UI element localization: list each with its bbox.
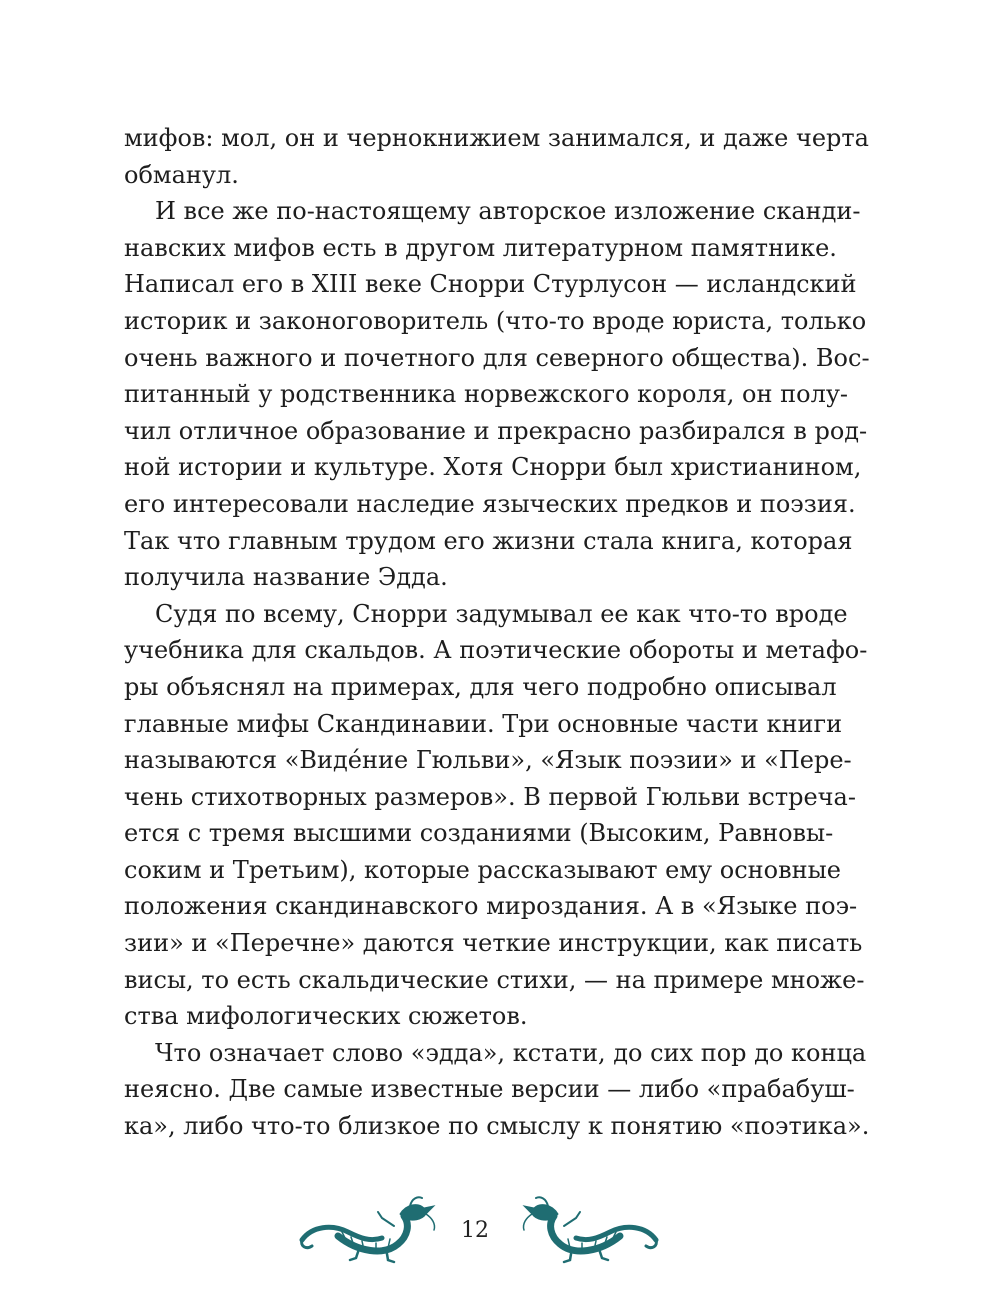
text-line: очень важного и почетного для северного общества). Вос- bbox=[124, 343, 870, 372]
text-line: чил отличное образование и прекрасно разбирался в род- bbox=[124, 416, 868, 445]
text-line: висы, то есть скальдические стихи, — на примере множе- bbox=[124, 965, 865, 994]
text-line: Судя по всему, Снорри задумывал ее как что-то вроде bbox=[155, 599, 848, 628]
text-line: соким и Третьим), которые рассказывают ему основные bbox=[124, 855, 841, 884]
text-line: мифов: мол, он и чернокнижием занимался, и даже черта bbox=[124, 124, 869, 152]
page-number: 12 bbox=[461, 1218, 489, 1243]
paragraph bbox=[124, 193, 870, 596]
text-line: И все же по-настоящему авторское изложение сканди- bbox=[155, 197, 861, 226]
text-line: навских мифов есть в другом литературном памятнике. bbox=[124, 233, 837, 262]
text-line: зии» и «Перечне» даются четкие инструкции, как писать bbox=[124, 929, 863, 958]
text-line: ры объяснял на примерах, для чего подробно описывал bbox=[124, 672, 837, 701]
text-line: главные мифы Скандинавии. Три основные части книги bbox=[124, 709, 843, 738]
text-line: неясно. Две самые известные версии — либо «прабабуш- bbox=[124, 1075, 855, 1104]
text-line: ка», либо что-то близкое по смыслу к понятию «поэтика». bbox=[124, 1112, 870, 1141]
dragon-ornament-icon bbox=[520, 1196, 660, 1266]
text-line: ется с тремя высшими созданиями (Высоким, Равновы- bbox=[124, 819, 834, 848]
text-line: питанный у родственника норвежского короля, он полу- bbox=[124, 380, 849, 409]
text-line: Так что главным трудом его жизни стала книга, которая bbox=[124, 526, 853, 555]
text-line: учебника для скальдов. А поэтические обороты и метафо- bbox=[124, 636, 868, 665]
text-line: чень стихотворных размеров». В первой Гюльви встреча- bbox=[124, 782, 856, 811]
text-line: ства мифологических сюжетов. bbox=[124, 1002, 528, 1031]
text-line: историк и законоговоритель (что-то вроде юриста, только bbox=[124, 306, 867, 335]
text-line: его интересовали наследие языческих предков и поэзия. bbox=[124, 489, 856, 518]
text-line: обманул. bbox=[124, 160, 239, 189]
page-footer bbox=[0, 1190, 1000, 1280]
page-body bbox=[124, 120, 870, 1145]
paragraph bbox=[124, 120, 869, 193]
text-line: положения скандинавского мироздания. А в «Языке поэ- bbox=[124, 892, 858, 921]
text-line: Что означает слово «эдда», кстати, до сих пор до конца bbox=[155, 1038, 867, 1067]
text-line: Написал его в XIII веке Снорри Стурлусон — исландский bbox=[124, 270, 857, 299]
dragon-ornament-icon bbox=[298, 1196, 438, 1266]
paragraph bbox=[124, 596, 868, 1035]
paragraph bbox=[124, 1035, 870, 1145]
text-line: ной истории и культуре. Хотя Снорри был христианином, bbox=[124, 453, 862, 482]
text-line: получила название Эдда. bbox=[124, 563, 448, 592]
text-line: называются «Виде́ние Гюльви», «Язык поэзии» и «Пере- bbox=[124, 746, 852, 775]
